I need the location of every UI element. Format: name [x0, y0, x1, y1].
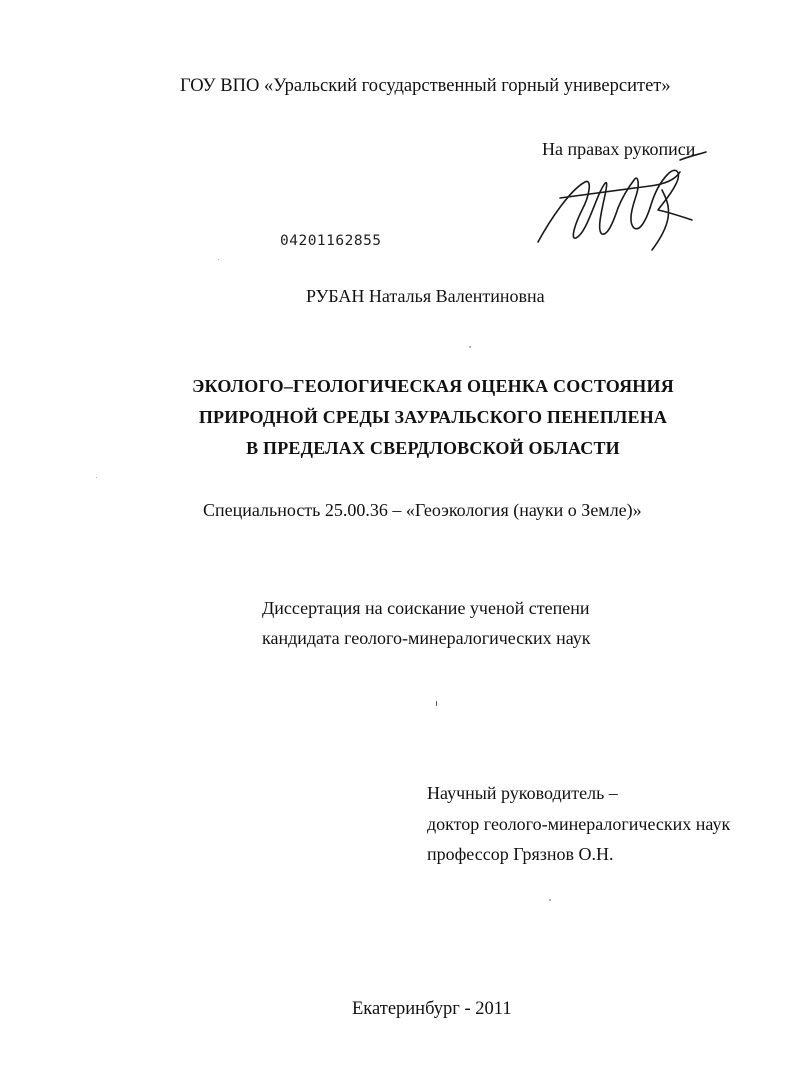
signature-stroke — [560, 172, 680, 198]
author-name: РУБАН Наталья Валентиновна — [306, 286, 545, 306]
signature-stroke — [650, 170, 692, 220]
thesis-title-line-3: В ПРЕДЕЛАХ СВЕРДЛОВСКОЙ ОБЛАСТИ — [246, 438, 620, 458]
manuscript-rights-label: На правах рукописи — [542, 139, 696, 159]
university-name: ГОУ ВПО «Уральский государственный горный университет» — [180, 76, 671, 96]
signature-stroke — [652, 190, 669, 250]
scan-speck — [469, 346, 471, 348]
supervisor-degree: доктор геолого-минералогических наук — [427, 814, 731, 834]
scan-speck — [549, 899, 551, 901]
handwritten-signature — [530, 150, 710, 260]
thesis-title-line-1: ЭКОЛОГО–ГЕОЛОГИЧЕСКАЯ ОЦЕНКА СОСТОЯНИЯ — [192, 376, 674, 396]
degree-line-1: Диссертация на соискание ученой степени — [262, 598, 590, 618]
signature-stroke — [680, 152, 706, 160]
scan-speck — [96, 477, 97, 478]
archive-number-stamp: 04201162855 — [280, 233, 382, 249]
supervisor-role: Научный руководитель – — [427, 783, 618, 803]
specialty-code: Специальность 25.00.36 – «Геоэкология (науки о Земле)» — [203, 500, 642, 520]
city-year: Екатеринбург - 2011 — [352, 999, 512, 1019]
scan-speck — [218, 259, 219, 260]
signature-stroke — [618, 178, 650, 229]
thesis-title-line-2: ПРИРОДНОЙ СРЕДЫ ЗАУРАЛЬСКОГО ПЕНЕПЛЕНА — [198, 407, 668, 427]
supervisor-name: профессор Грязнов О.Н. — [427, 844, 614, 864]
scan-speck — [436, 701, 437, 706]
signature-stroke — [538, 181, 618, 242]
degree-line-2: кандидата геолого-минералогических наук — [262, 628, 591, 648]
